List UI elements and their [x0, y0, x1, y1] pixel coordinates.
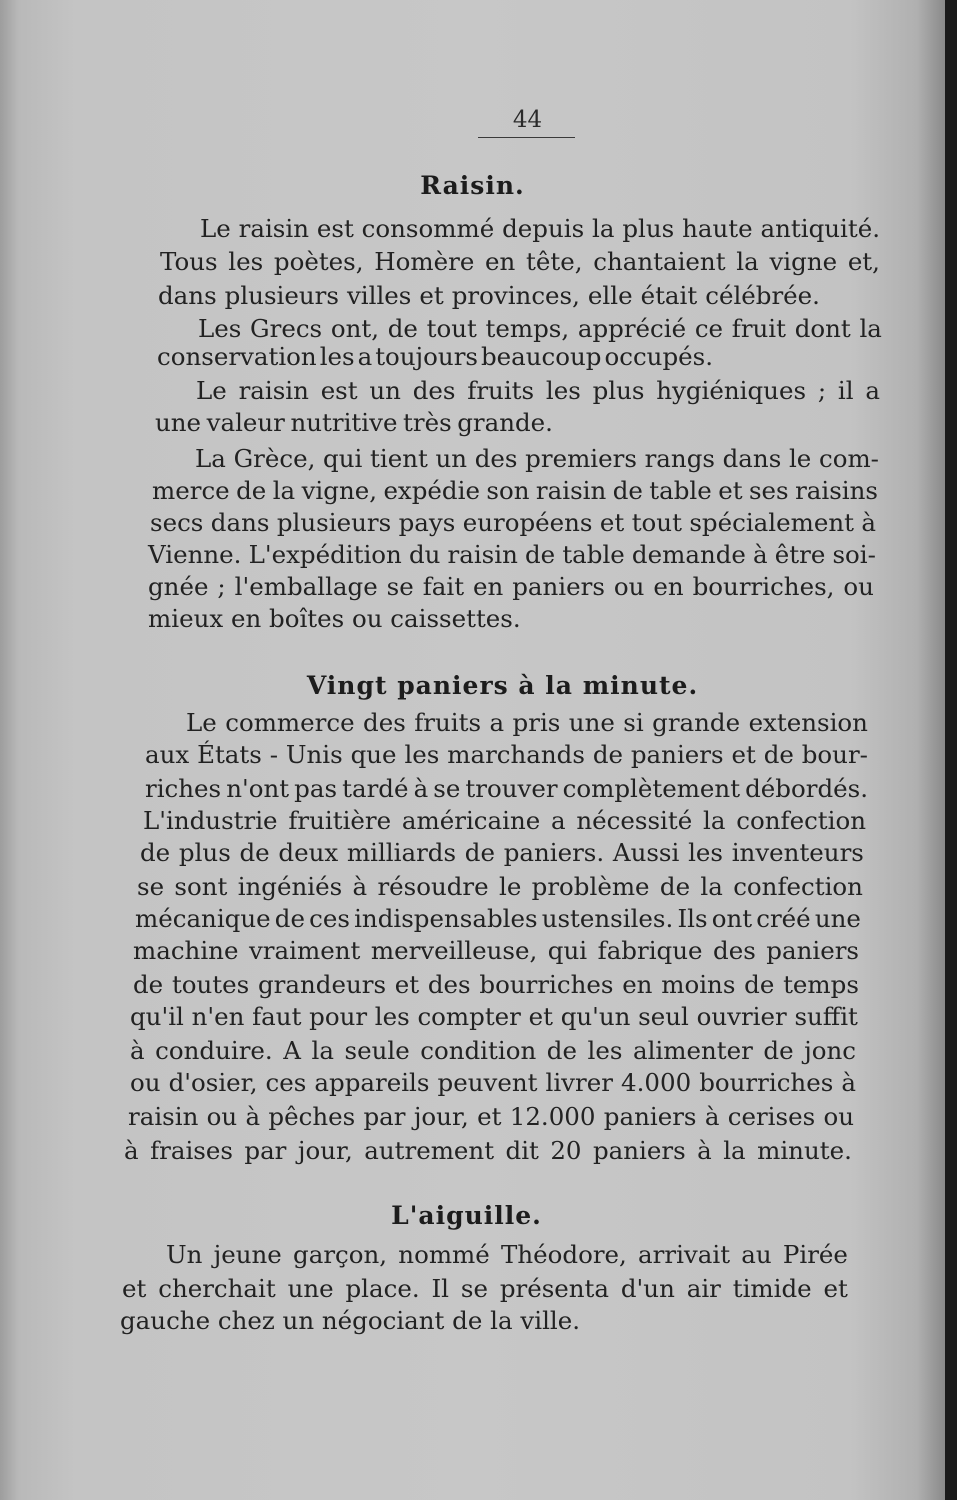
text-line: qu'il n'en faut pour les compter et qu'un seul ouvrier suffit	[130, 1002, 858, 1031]
text-line: machine vraiment merveilleuse, qui fabrique des paniers	[133, 936, 859, 965]
text-line: conservation les a toujours beaucoup occupés.	[157, 342, 713, 371]
text-line: riches n'ont pas tardé à se trouver complètement débordés.	[145, 774, 868, 803]
text-line: ou d'osier, ces appareils peuvent livrer 4.000 bourriches à	[130, 1068, 856, 1097]
section-title-raisin: Raisin.	[420, 171, 525, 200]
text-line: à fraises par jour, autrement dit 20 paniers à la minute.	[124, 1136, 852, 1165]
text-line: et cherchait une place. Il se présenta d'un air timide et	[122, 1274, 848, 1303]
text-line: merce de la vigne, expédie son raisin de table et ses raisins	[152, 476, 878, 505]
text-line: La Grèce, qui tient un des premiers rangs dans le com-	[195, 444, 879, 473]
text-line: gauche chez un négociant de la ville.	[120, 1306, 581, 1335]
text-line: Le raisin est consommé depuis la plus haute antiquité.	[200, 214, 880, 243]
text-line: Le raisin est un des fruits les plus hygiéniques ; il a	[196, 376, 880, 405]
text-line: L'industrie fruitière américaine a nécessité la confection	[143, 806, 866, 835]
section-title-vingt-paniers: Vingt paniers à la minute.	[306, 671, 699, 700]
text-line: de toutes grandeurs et des bourriches en moins de temps	[133, 970, 859, 999]
page-number: 44	[512, 107, 543, 133]
text-line: mécanique de ces indispensables ustensiles. Ils ont créé une	[135, 904, 861, 933]
text-line: Vienne. L'expédition du raisin de table demande à être soi-	[148, 540, 876, 569]
text-line: une valeur nutritive très grande.	[155, 408, 553, 437]
text-line: à conduire. A la seule condition de les alimenter de jonc	[130, 1036, 856, 1065]
text-line: Tous les poètes, Homère en tête, chantaient la vigne et,	[160, 247, 880, 276]
text-line: se sont ingéniés à résoudre le problème de la confection	[137, 872, 863, 901]
text-line: raisin ou à pêches par jour, et 12.000 paniers à cerises ou	[128, 1102, 854, 1131]
section-title-aiguille: L'aiguille.	[391, 1201, 542, 1230]
text-line: mieux en boîtes ou caissettes.	[148, 604, 521, 633]
text-line: gnée ; l'emballage se fait en paniers ou en bourriches, ou	[148, 572, 874, 601]
text-line: aux États - Unis que les marchands de paniers et de bour-	[145, 740, 868, 769]
text-line: de plus de deux milliards de paniers. Aussi les inventeurs	[140, 838, 864, 867]
text-line: Les Grecs ont, de tout temps, apprécié ce fruit dont la	[198, 314, 882, 343]
page-number-rule	[478, 137, 575, 138]
text-line: Le commerce des fruits a pris une si grande extension	[186, 708, 868, 737]
text-line: dans plusieurs villes et provinces, elle était célébrée.	[158, 281, 820, 310]
text-line: Un jeune garçon, nommé Théodore, arrivait au Pirée	[166, 1240, 848, 1269]
text-line: secs dans plusieurs pays européens et tout spécialement à	[150, 508, 876, 537]
